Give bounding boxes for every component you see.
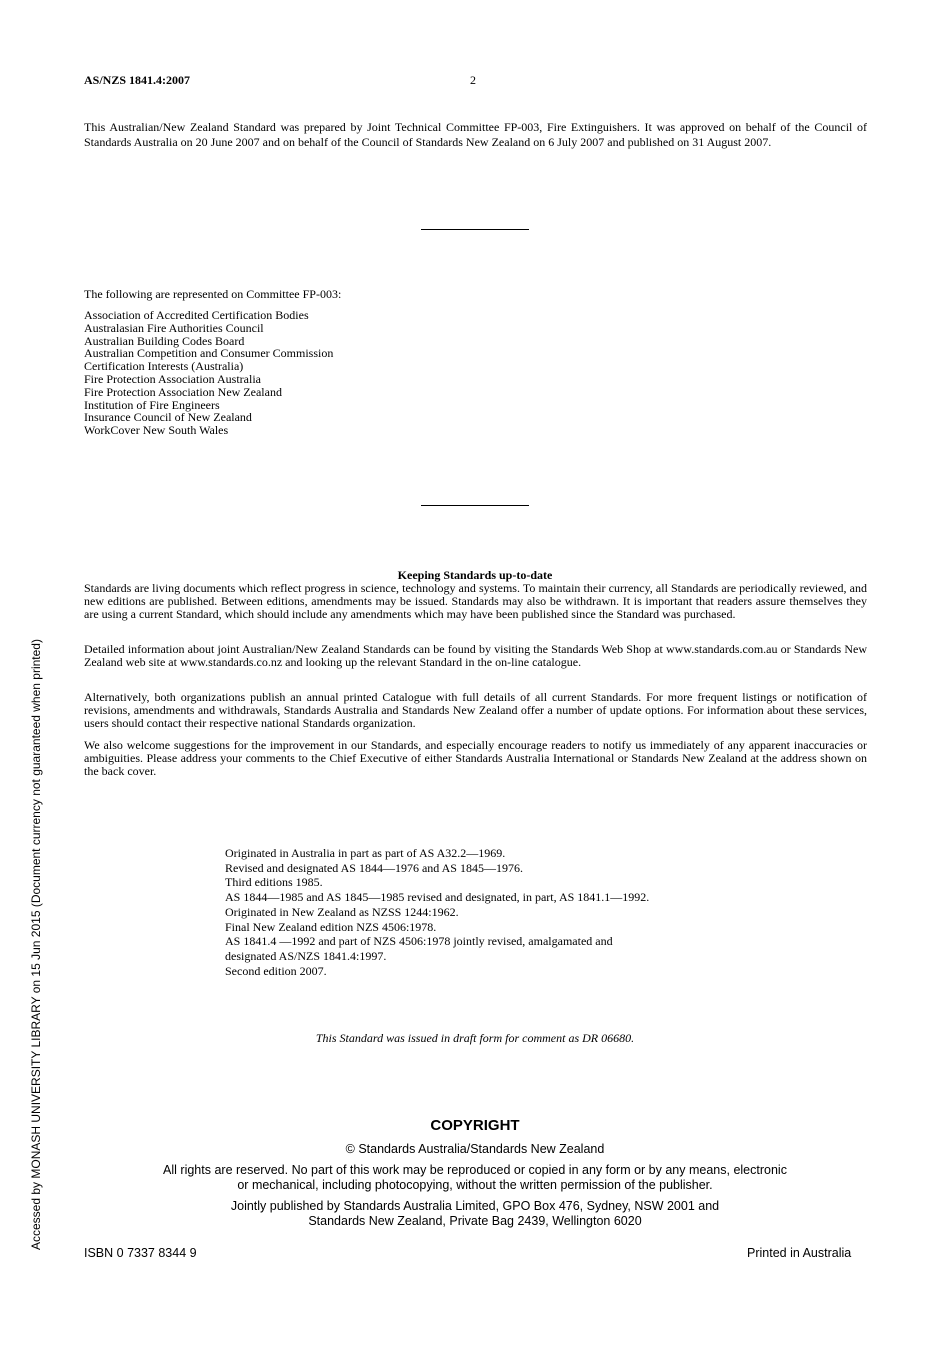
history-line: designated AS/NZS 1841.4:1997. — [225, 948, 387, 963]
document-id: AS/NZS 1841.4:2007 — [84, 73, 191, 87]
page-number: 2 — [470, 73, 476, 87]
history-line: Revised and designated AS 1844—1976 and AS 1845—1976. — [225, 860, 523, 875]
printed-location: Printed in Australia — [747, 1246, 852, 1260]
history-line: Originated in Australia in part as part of AS A32.2—1969. — [225, 846, 506, 860]
history-line: Second edition 2007. — [225, 963, 327, 978]
preparation-paragraph: This Australian/New Zealand Standard was prepared by Joint Technical Committee FP-003, Fire Extinguishers. It was approved on behalf of the Council of Standards Australia on 20 June 2007 and on behalf of the Council of Standards New Zealand on 6 July 2007 and published on 31 August 2007. — [84, 120, 867, 149]
isbn: ISBN 0 7337 8344 9 — [84, 1246, 197, 1260]
committee-member: Insurance Council of New Zealand — [84, 410, 252, 425]
keeping-standards-paragraph: Standards are living documents which reflect progress in science, technology and systems. To maintain their currency, all Standards are periodically reviewed, and new editions are published. Between editions, amendments may be issued. Standards may also be withdrawn. It is important that readers assure themselves they are using a current Standard, which should include any amendments which may have been published since the Standard was purchased. — [84, 581, 867, 621]
committee-member: Association of Accredited Certification Bodies — [84, 308, 309, 322]
keeping-standards-paragraph: Detailed information about joint Australian/New Zealand Standards can be found by visiting the Standards Web Shop at www.standards.com.au or Standards New Zealand web site at www.standards.co.nz and looking up the relevant Standard in the on-line catalogue. — [84, 642, 867, 669]
history-line: Third editions 1985. — [225, 875, 323, 890]
section-divider — [421, 505, 529, 506]
committee-member: Fire Protection Association Australia — [84, 371, 261, 386]
committee-member-list — [84, 309, 333, 437]
rights-line: or mechanical, including photocopying, without the written permission of the publisher. — [237, 1178, 713, 1192]
publication-history — [225, 846, 649, 978]
rights-line: All rights are reserved. No part of this work may be reproduced or copied in any form or by any means, electronic — [163, 1163, 787, 1177]
access-watermark: Accessed by MONASH UNIVERSITY LIBRARY on 15 Jun 2015 (Document currency not guaranteed when printed) — [29, 639, 43, 1250]
history-line: AS 1841.4 —1992 and part of NZS 4506:1978 jointly revised, amalgamated and — [225, 934, 613, 949]
section-divider — [421, 229, 529, 230]
committee-member: Certification Interests (Australia) — [84, 359, 244, 374]
committee-member: WorkCover New South Wales — [84, 423, 229, 438]
copyright-holder: © Standards Australia/Standards New Zealand — [345, 1142, 605, 1156]
history-line: Originated in New Zealand as NZSS 1244:1962. — [225, 904, 459, 919]
rights-statement — [115, 1163, 835, 1193]
keeping-standards-paragraph: We also welcome suggestions for the improvement in our Standards, and especially encourage readers to notify us immediately of any apparent inaccuracies or ambiguities. Please address your comments to the Chief Executive of either Standards Australia International or Standards New Zealand at the address shown on the back cover. — [84, 738, 867, 778]
committee-member: Fire Protection Association New Zealand — [84, 384, 282, 399]
keeping-standards-heading: Keeping Standards up-to-date — [397, 568, 553, 582]
publisher-statement — [115, 1199, 835, 1229]
draft-note: This Standard was issued in draft form for comment as DR 06680. — [315, 1031, 635, 1045]
committee-member: Australian Building Codes Board — [84, 333, 245, 348]
copyright-title: COPYRIGHT — [430, 1117, 520, 1134]
publisher-line: Jointly published by Standards Australia Limited, GPO Box 476, Sydney, NSW 2001 and — [230, 1199, 720, 1213]
publisher-line: Standards New Zealand, Private Bag 2439, Wellington 6020 — [308, 1214, 642, 1228]
committee-member: Institution of Fire Engineers — [84, 397, 220, 412]
history-line: Final New Zealand edition NZS 4506:1978. — [225, 919, 437, 934]
committee-member: Australian Competition and Consumer Commission — [84, 346, 334, 361]
history-line: AS 1844—1985 and AS 1845—1985 revised and designated, in part, AS 1841.1—1992. — [225, 890, 650, 905]
keeping-standards-paragraph: Alternatively, both organizations publish an annual printed Catalogue with full details of all current Standards. For more frequent listings or notification of revisions, amendments and withdrawals, Standards Australia and Standards New Zealand offer a number of update options. For information about these services, users should contact their respective national Standards organization. — [84, 690, 867, 730]
committee-intro: The following are represented on Committee FP-003: — [84, 287, 342, 301]
committee-member: Australasian Fire Authorities Council — [84, 320, 264, 335]
